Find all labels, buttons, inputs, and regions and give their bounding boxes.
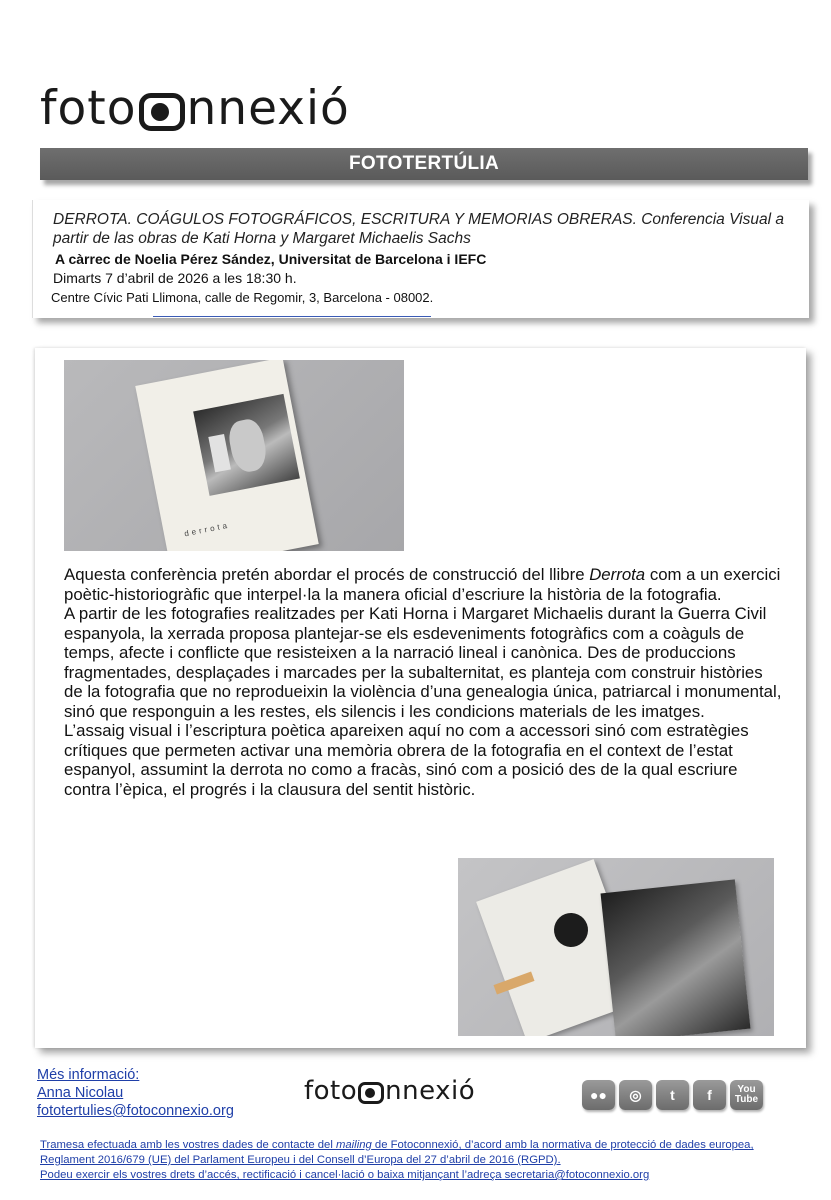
open-book-photo	[458, 858, 774, 1036]
book-cover-title: derrota	[183, 520, 231, 539]
section-banner: FOTOTERTÚLIA	[40, 148, 808, 180]
legal-line-1: Tramesa efectuada amb les vostres dades de contacte del mailing de Fotoconnexió, d’acord amb la normativa de protecció de dades europea, Reglament 2016/679 (UE) del Parlament Europeu i del Consell d’Europa del 27 d’abril de 2016 (RGPD).	[40, 1139, 754, 1166]
paragraph-1: Aquesta conferència pretén abordar el procés de construcció del llibre Derrota com a un exercici poètic-historiogràfic que interpel·la la manera oficial d’escriure la història de la fotografia.	[64, 565, 781, 604]
legal-notice	[40, 1138, 810, 1183]
flickr-icon[interactable]: ●●	[582, 1080, 615, 1110]
footer-camera-logo-icon	[358, 1082, 384, 1104]
book-cover	[135, 360, 318, 551]
event-panel	[32, 200, 809, 318]
event-venue: Centre Cívic Pati Llimona, calle de Regomir, 3, Barcelona - 08002.	[51, 290, 434, 305]
instagram-icon[interactable]: ◎	[619, 1080, 652, 1110]
logo-text-end: ó	[320, 80, 350, 136]
more-info-block	[37, 1066, 234, 1120]
book-cover-photo	[64, 360, 404, 551]
event-title: DERROTA. COÁGULOS FOTOGRÁFICOS, ESCRITURA Y MEMORIAS OBRERAS. Conferencia Visual a partir de las obras de Kati Horna y Margaret Michaelis Sachs	[53, 211, 784, 247]
still-life-image	[193, 394, 300, 496]
glass-shape	[208, 434, 231, 472]
facebook-icon[interactable]: f	[693, 1080, 726, 1110]
logo-text-suffix: nnexi	[186, 80, 321, 136]
footer-logo-end: ó	[458, 1076, 476, 1106]
book-title-italic: Derrota	[589, 565, 646, 584]
book-page-right	[601, 879, 751, 1036]
jug-shape	[226, 417, 269, 475]
logo-text-prefix: foto	[40, 80, 137, 136]
more-info-label: Més informació:	[37, 1067, 140, 1083]
paragraph-2: A partir de les fotografies realitzades per Kati Horna i Margaret Michaelis durant la Guerra Civil espanyola, la xerrada proposa plantejar-se els esdeveniments fotogràfics com a coàguls de temps, afecte i conflicte que resisteixen a la narració lineal i canònica. Des de produccions fragmentades, desplaçades i marcades per la subalternitat, es planteja com construir històries de la fotografia que no reprodueixin la violència d’una genealogia única, patriarcal i monumental, sinó que responguin a les restes, els silencis i les condicions materials de les imatges.	[64, 604, 782, 721]
footer-logo-suffix: nnexi	[385, 1076, 459, 1106]
event-speaker: A càrrec de Noelia Pérez Sández, Universitat de Barcelona i IEFC	[55, 251, 487, 267]
social-icons	[582, 1080, 763, 1110]
youtube-icon[interactable]: You Tube	[730, 1080, 763, 1110]
footer-logo	[304, 1078, 475, 1104]
divider-line	[153, 316, 431, 317]
event-date: Dimarts 7 d’abril de 2026 a les 18:30 h.	[53, 270, 297, 286]
footer-logo-prefix: foto	[304, 1076, 358, 1106]
camera-logo-icon	[139, 93, 185, 131]
paragraph-3: L’assaig visual i l’escriptura poètica apareixen aquí no com a accessori sinó com estratègies crítiques que permeten activar una memòria obrera de la fotografia en el context de l’estat espanyol, assumint la derrota no como a fracàs, sinó com a posició des de la qual escriure contra l’èpica, el progrés i la clausura del sentit històric.	[64, 721, 749, 799]
article-body	[64, 565, 784, 799]
twitter-icon[interactable]: t	[656, 1080, 689, 1110]
contact-name-link[interactable]: Anna Nicolau	[37, 1085, 124, 1101]
legal-line-2[interactable]: Podeu exercir els vostres drets d’accés, rectificació i cancel·lació o baixa mitjançant l’adreça secretaria@fotoconnexio.org	[40, 1169, 650, 1181]
contact-email-link[interactable]: fototertulies@fotoconnexio.org	[37, 1103, 234, 1119]
fotoconnexio-logo	[40, 80, 350, 136]
